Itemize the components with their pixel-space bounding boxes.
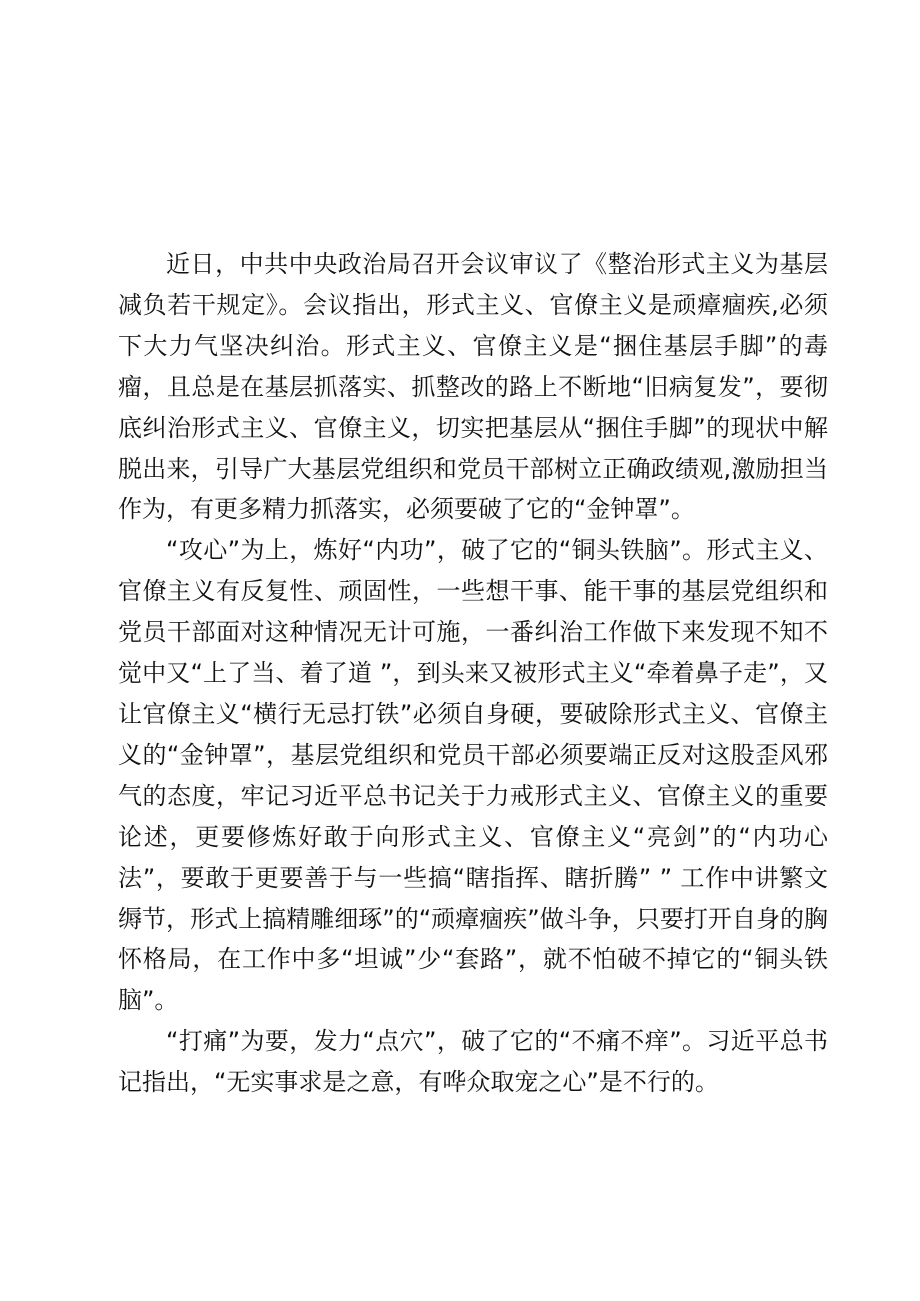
- paragraph-1: 近日，中共中央政治局召开会议审议了《整治形式主义为基层减负若干规定》。会议指出，形式主义、官僚主义是顽瘴痼疾,必须下大力气坚决纠治。形式主义、官僚主义是“捆住基层手脚”的毒瘤，且总是在基层抓落实、抓整改的路上不断地“旧病复发”，要彻底纠治形式主义、官僚主义，切实把基层从“捆住手脚”的现状中解脱出来，引导广大基层党组织和党员干部树立正确政绩观,激励担当作为，有更多精力抓落实，必须要破了它的“金钟罩”。: [118, 250, 828, 524]
- paragraph-2: “攻心”为上，炼好“内功”，破了它的“铜头铁脑”。形式主义、官僚主义有反复性、顽固性，一些想干事、能干事的基层党组织和党员干部面对这种情况无计可施，一番纠治工作做下来发现不知不觉中又“上了当、着了道 ”，到头来又被形式主义“牵着鼻子走”，又让官僚主义“横行无忌打铁”必须自身硬，要破除形式主义、官僚主义的“金钟罩”，基层党组织和党员干部必须要端正反对这股歪风邪气的态度，牢记习近平总书记关于力戒形式主义、官僚主义的重要论述，更要修炼好敢于向形式主义、官僚主义“亮剑”的“内功心法”，要敢于更要善于与一些搞“瞎指挥、瞎折腾” ” 工作中讲繁文缛节，形式上搞精雕细琢”的“顽瘴痼疾”做斗争，只要打开自身的胸怀格局，在工作中多“坦诚”少“套路”，就不怕破不掉它的“铜头铁脑”。: [118, 536, 828, 1015]
- paragraph-3: “打痛”为要，发力“点穴”，破了它的“不痛不痒”。习近平总书记指出，“无实事求是之意，有哗众取宠之心”是不行的。: [118, 1027, 828, 1097]
- article-body: [118, 244, 828, 1103]
